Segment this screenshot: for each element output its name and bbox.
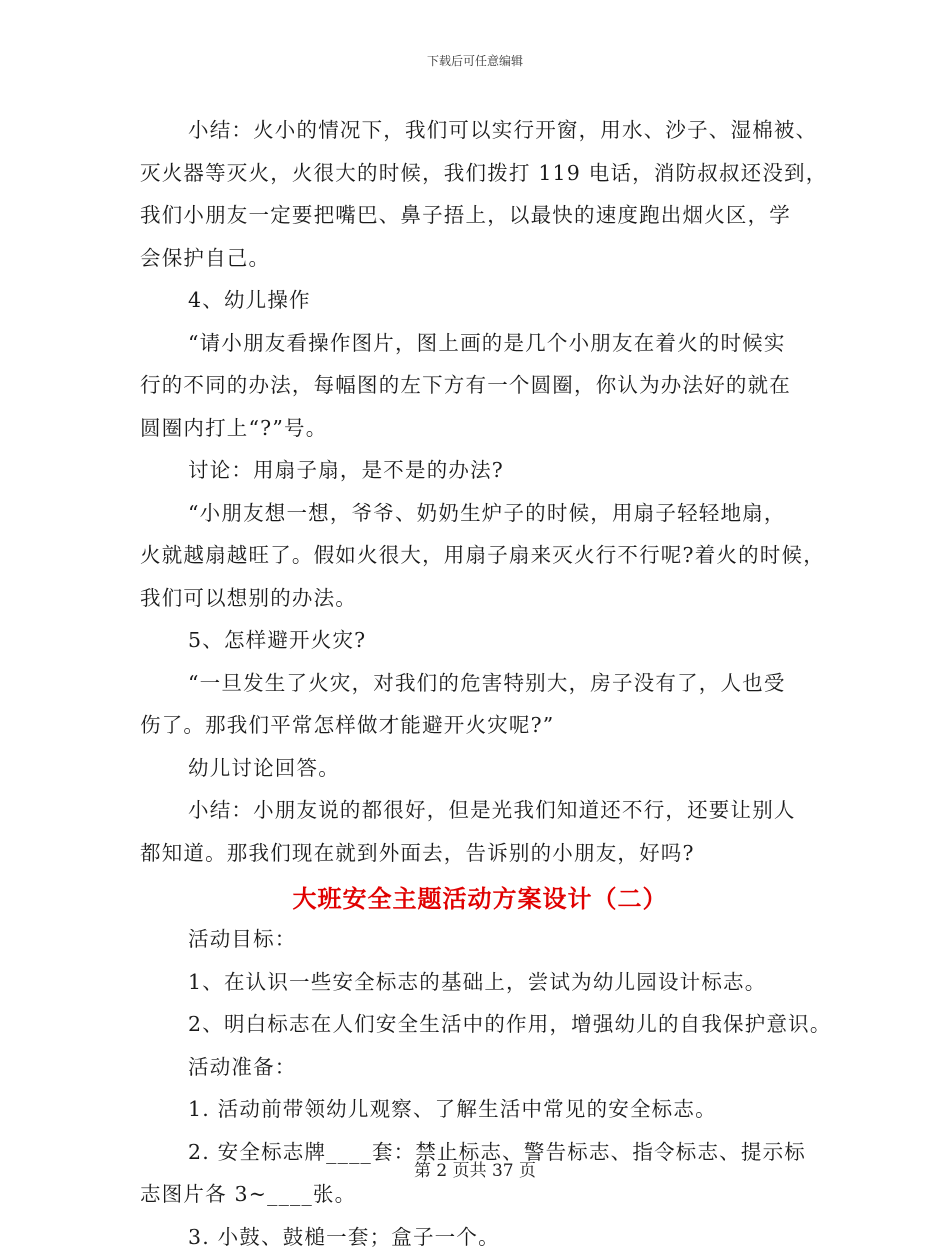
paragraph: 伤了。那我们平常怎样做才能避开火灾呢?” bbox=[140, 713, 555, 737]
paragraph: 2. 安全标志牌____套：禁止标志、警告标志、指令标志、提示标 bbox=[188, 1139, 806, 1164]
paragraph: “小朋友想一想，爷爷、奶奶生炉子的时候，用扇子轻轻地扇， bbox=[188, 500, 786, 525]
paragraph: 都知道。那我们现在就到外面去，告诉别的小朋友，好吗? bbox=[140, 840, 695, 865]
section-title: 大班安全主题活动方案设计（二） bbox=[292, 884, 668, 913]
paragraph: 圆圈内打上“?”号。 bbox=[140, 415, 328, 440]
page-header: 下载后可任意编辑 bbox=[426, 54, 523, 68]
paragraph: 灭火器等灭火，火很大的时候，我们拨打 119 电话，消防叔叔还没到， bbox=[140, 160, 828, 185]
paragraph: 行的不同的办法，每幅图的左下方有一个圆圈，你认为办法好的就在 bbox=[140, 373, 791, 397]
document-body bbox=[140, 110, 832, 1259]
paragraph: 幼儿讨论回答。 bbox=[188, 755, 340, 780]
paragraph: 讨论：用扇子扇，是不是的办法? bbox=[188, 458, 504, 482]
paragraph: 4、幼儿操作 bbox=[188, 288, 311, 312]
paragraph: “一旦发生了火灾，对我们的危害特别大，房子没有了，人也受 bbox=[188, 670, 786, 695]
paragraph: 小结：小朋友说的都很好，但是光我们知道还不行，还要让别人 bbox=[188, 798, 796, 822]
paragraph: 我们小朋友一定要把嘴巴、鼻子捂上，以最快的速度跑出烟火区，学 bbox=[140, 203, 791, 227]
paragraph: 1、在认识一些安全标志的基础上，尝试为幼儿园设计标志。 bbox=[188, 969, 767, 994]
paragraph: 5、怎样避开火灾? bbox=[188, 628, 367, 652]
paragraph: 志图片各 3~____张。 bbox=[140, 1182, 357, 1206]
paragraph: 会保护自己。 bbox=[140, 245, 271, 270]
paragraph: “请小朋友看操作图片，图上画的是几个小朋友在着火的时候实 bbox=[188, 330, 786, 355]
paragraph: 2、明白标志在人们安全生活中的作用，增强幼儿的自我保护意识。 bbox=[188, 1012, 832, 1036]
paragraph: 小结：火小的情况下，我们可以实行开窗，用水、沙子、湿棉被、 bbox=[188, 118, 818, 142]
paragraph: 1. 活动前带领幼儿观察、了解生活中常见的安全标志。 bbox=[188, 1097, 717, 1121]
paragraph: 我们可以想别的办法。 bbox=[140, 585, 357, 610]
paragraph: 3. 小鼓、鼓槌一套；盒子一个。 bbox=[188, 1224, 500, 1249]
page-footer: 第 2 页共 37 页 bbox=[413, 1161, 537, 1181]
paragraph: 活动目标： bbox=[188, 927, 297, 951]
paragraph: 火就越扇越旺了。假如火很大，用扇子扇来灭火行不行呢?着火的时候， bbox=[140, 543, 825, 567]
paragraph: 活动准备： bbox=[188, 1054, 297, 1079]
